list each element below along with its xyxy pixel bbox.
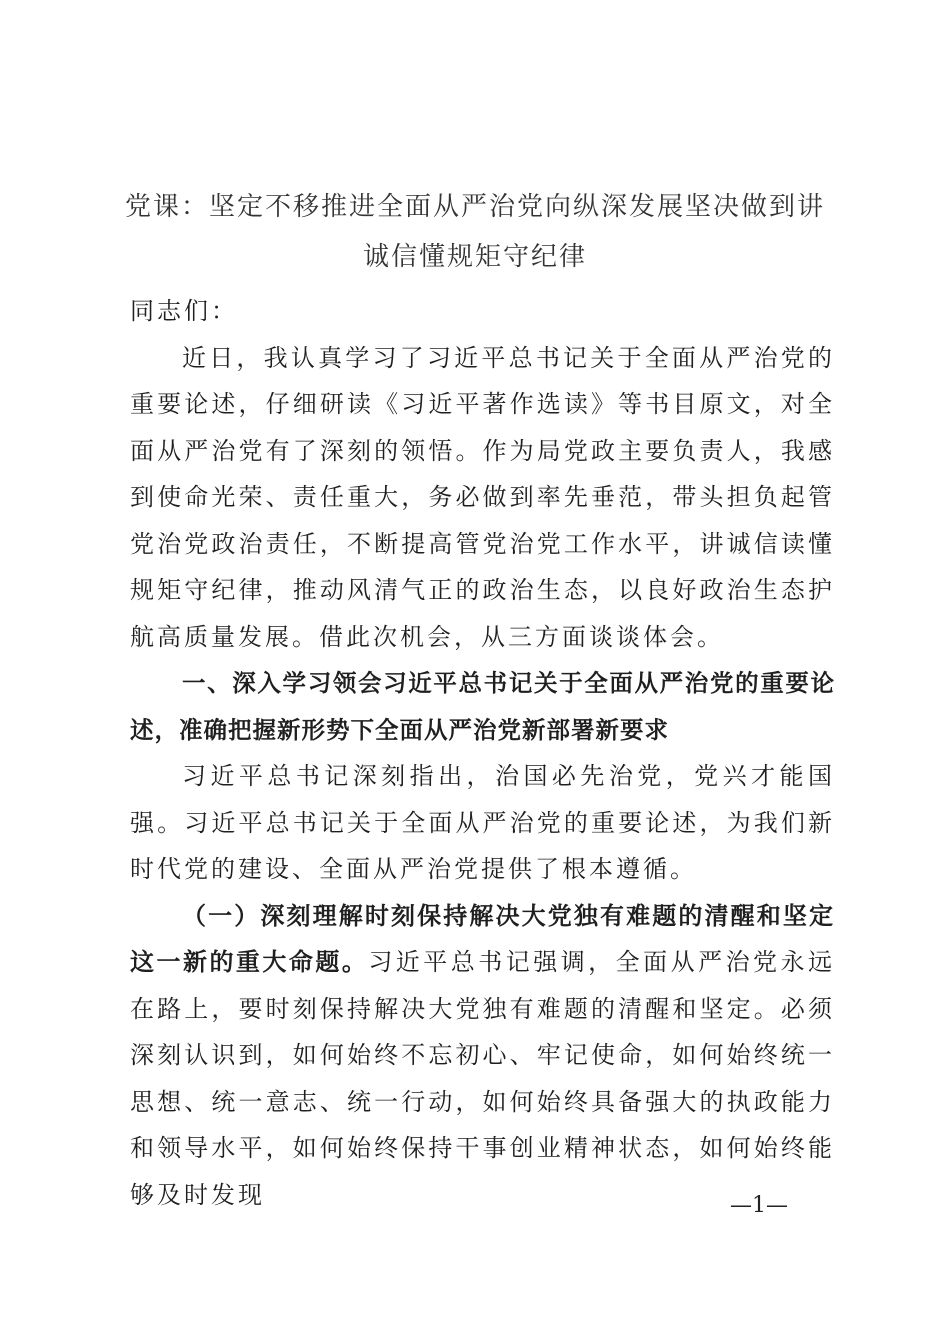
subsection-text-1: 习近平总书记强调，全面从严治党永远在路上，要时刻保持解决大党独有难题的清醒和坚定。必须深刻认识到，如何始终不忘初心、牢记使命，如何始终统一思想、统一意志、统一行动，如何始终具备强大的执政能力和领导水平，如何始终保持干事创业精神状态，如何始终能够及时发现: [130, 948, 836, 1209]
subsection-paragraph-1: [130, 893, 835, 1219]
section-paragraph-1: 习近平总书记深刻指出，治国必先治党，党兴才能国强。习近平总书记关于全面从严治党的重要论述，为我们新时代党的建设、全面从严治党提供了根本遵循。: [130, 762, 835, 883]
intro-paragraph: 近日，我认真学习了习近平总书记关于全面从严治党的重要论述，仔细研读《习近平著作选读》等书目原文，对全面从严治党有了深刻的领悟。作为局党政主要负责人，我感到使命光荣、责任重大，务必做到率先垂范，带头担负起管党治党政治责任，不断提高管党治党工作水平，讲诚信读懂规矩守纪律，推动风清气正的政治生态，以良好政治生态护航高质量发展。借此次机会，从三方面谈谈体会。: [130, 343, 835, 651]
salutation: 同志们：: [130, 297, 238, 325]
document-title: 党课：坚定不移推进全面从严治党向纵深发展坚决做到讲诚信懂规矩守纪律: [124, 192, 825, 272]
page-number: —1—: [730, 1193, 788, 1218]
document-body: [130, 288, 835, 1218]
section-heading-1: 一、深入学习领会习近平总书记关于全面从严治党的重要论述，准确把握新形势下全面从严治党新部署新要求: [130, 669, 835, 744]
subsection-lead-1: （一）深刻理解时刻保持解决大党独有难题的清醒和坚定这一新的重大命题。: [130, 900, 835, 976]
